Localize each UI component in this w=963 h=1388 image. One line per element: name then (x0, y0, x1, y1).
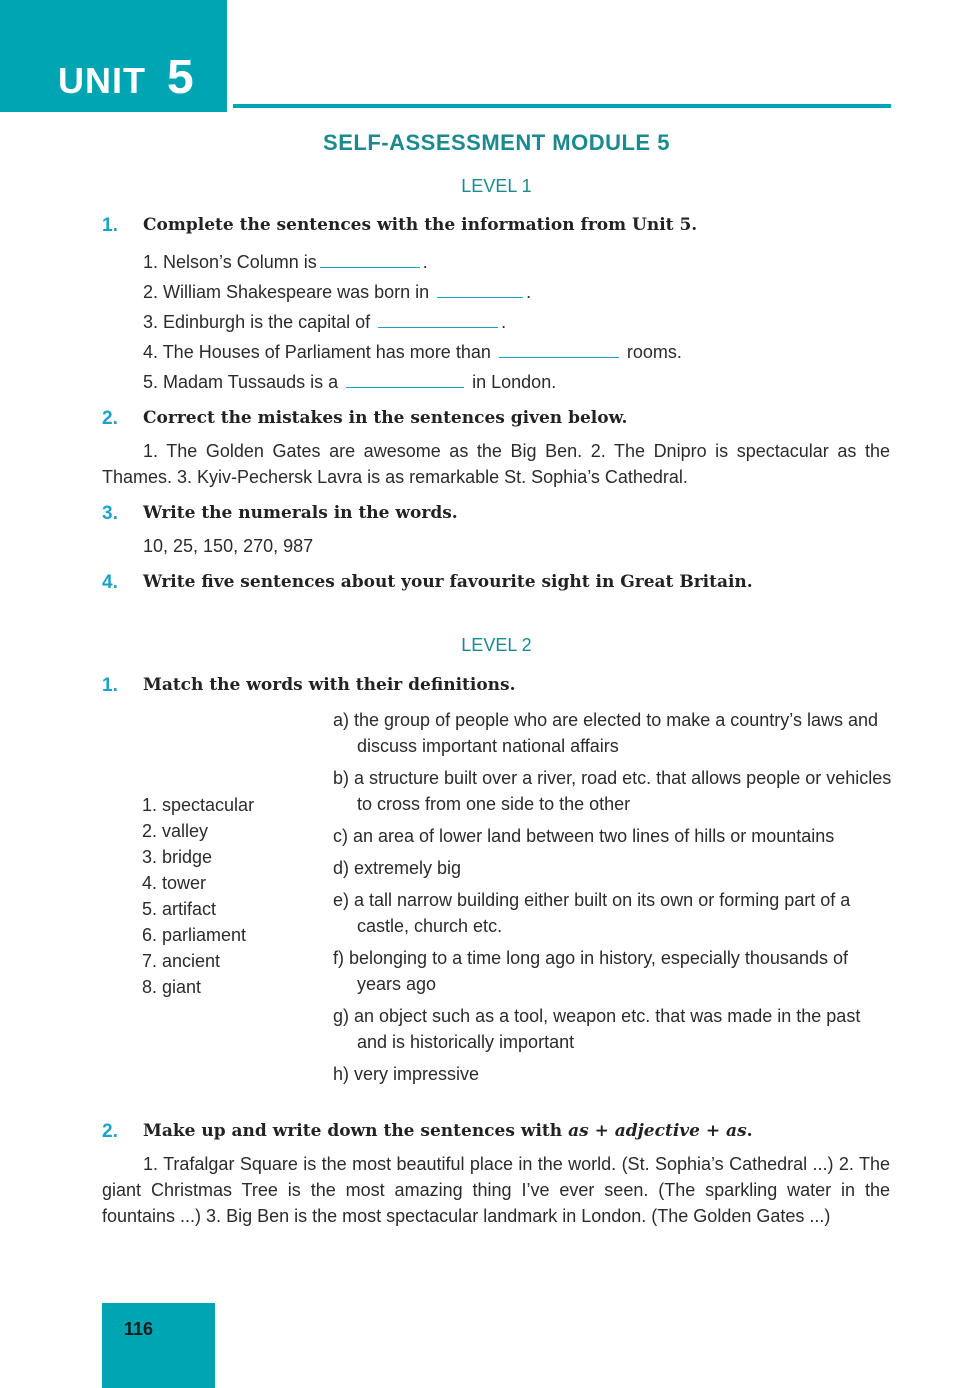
word-list (142, 792, 254, 1000)
sentence-text: 1. Nelson’s Column is (143, 252, 317, 272)
task-instruction: Write five sentences about your favourite sight in Great Britain. (143, 572, 753, 592)
sentence-text: 5. Madam Tussauds is a (143, 372, 339, 392)
fill-sentence (143, 312, 506, 333)
page-number-box (102, 1303, 215, 1388)
sentence-end: . (526, 282, 532, 302)
instruction-formula: as + adjective + as (568, 1121, 747, 1141)
definition-item: c) an area of lower land between two lines of hills or mountains (333, 826, 835, 846)
list-item: 6. parliament (142, 925, 247, 945)
unit-banner (0, 0, 227, 112)
task-instruction (143, 1121, 753, 1141)
sentence-end: in London. (472, 372, 557, 392)
level-2-title: LEVEL 2 (461, 635, 532, 655)
definition-item: g) an object such as a tool, weapon etc. that was made in the past and is historically important (333, 1006, 861, 1052)
task-number: 4. (102, 572, 118, 593)
instruction-text: Make up and write down the sentences with (143, 1121, 563, 1141)
definition-list (333, 707, 893, 1093)
sentence-end: . (501, 312, 507, 332)
definition-item: a) the group of people who are elected to make a country’s laws and discuss important national affairs (333, 710, 879, 756)
fill-sentence (143, 372, 556, 393)
list-item: 4. tower (142, 873, 207, 893)
task-instruction: Match the words with their definitions. (143, 675, 516, 695)
page-number: 116 (124, 1319, 154, 1339)
sentence-text: 3. Edinburgh is the capital of (143, 312, 371, 332)
list-item: 2. valley (142, 821, 209, 841)
list-item: 7. ancient (142, 951, 221, 971)
definition-item: f) belonging to a time long ago in history, especially thousands of years ago (333, 948, 848, 994)
definition-item: d) extremely big (333, 858, 462, 878)
task-number: 3. (102, 503, 118, 524)
unit-number: 5 (167, 51, 194, 104)
sentence-end: rooms. (626, 342, 682, 362)
level-1-title: LEVEL 1 (461, 176, 532, 196)
task-number: 2. (102, 1121, 118, 1142)
blank-line[interactable] (499, 343, 619, 358)
list-item: 5. artifact (142, 899, 217, 919)
task-instruction: Complete the sentences with the information from Unit 5. (143, 215, 698, 235)
list-item: 1. spectacular (142, 795, 255, 815)
task-number: 1. (102, 675, 118, 696)
list-item: 3. bridge (142, 847, 213, 867)
sentence-end: . (422, 252, 428, 272)
unit-label: UNIT (58, 60, 146, 101)
fill-sentence (143, 252, 428, 273)
header-rule (233, 104, 891, 108)
numerals-list: 10, 25, 150, 270, 987 (143, 536, 314, 556)
blank-line[interactable] (320, 253, 420, 268)
task-text: 1. Trafalgar Square is the most beautiful place in the world. (St. Sophia’s Cathedral ...) 2. The giant Christmas Tree is the most amazing thing I’ve ever seen. (The sparkling water in the fountains ...) 3. Big Ben is the most spectacular landmark in London. (The Golden Gates ...) (102, 1154, 890, 1226)
blank-line[interactable] (378, 313, 498, 328)
fill-sentence (143, 282, 531, 303)
fill-sentence (143, 342, 682, 363)
sentence-text: 4. The Houses of Parliament has more than (143, 342, 491, 362)
definition-item: e) a tall narrow building either built on its own or forming part of a castle, church etc. (333, 890, 851, 936)
task-text: 1. The Golden Gates are awesome as the Big Ben. 2. The Dnipro is spectacular as the Thames. 3. Kyiv-Pechersk Lavra is as remarkable St. Sophia’s Cathedral. (102, 441, 890, 487)
blank-line[interactable] (437, 283, 523, 298)
definition-item: h) very impressive (333, 1064, 480, 1084)
task-instruction: Write the numerals in the words. (143, 503, 458, 523)
task-number: 1. (102, 215, 118, 236)
task-number: 2. (102, 408, 118, 429)
instruction-end: . (746, 1121, 753, 1141)
blank-line[interactable] (346, 373, 464, 388)
task-instruction: Correct the mistakes in the sentences given below. (143, 408, 628, 428)
list-item: 8. giant (142, 977, 202, 997)
sentence-text: 2. William Shakespeare was born in (143, 282, 430, 302)
definition-item: b) a structure built over a river, road etc. that allows people or vehicles to cross from one side to the other (333, 768, 892, 814)
module-title: SELF-ASSESSMENT MODULE 5 (323, 130, 670, 155)
